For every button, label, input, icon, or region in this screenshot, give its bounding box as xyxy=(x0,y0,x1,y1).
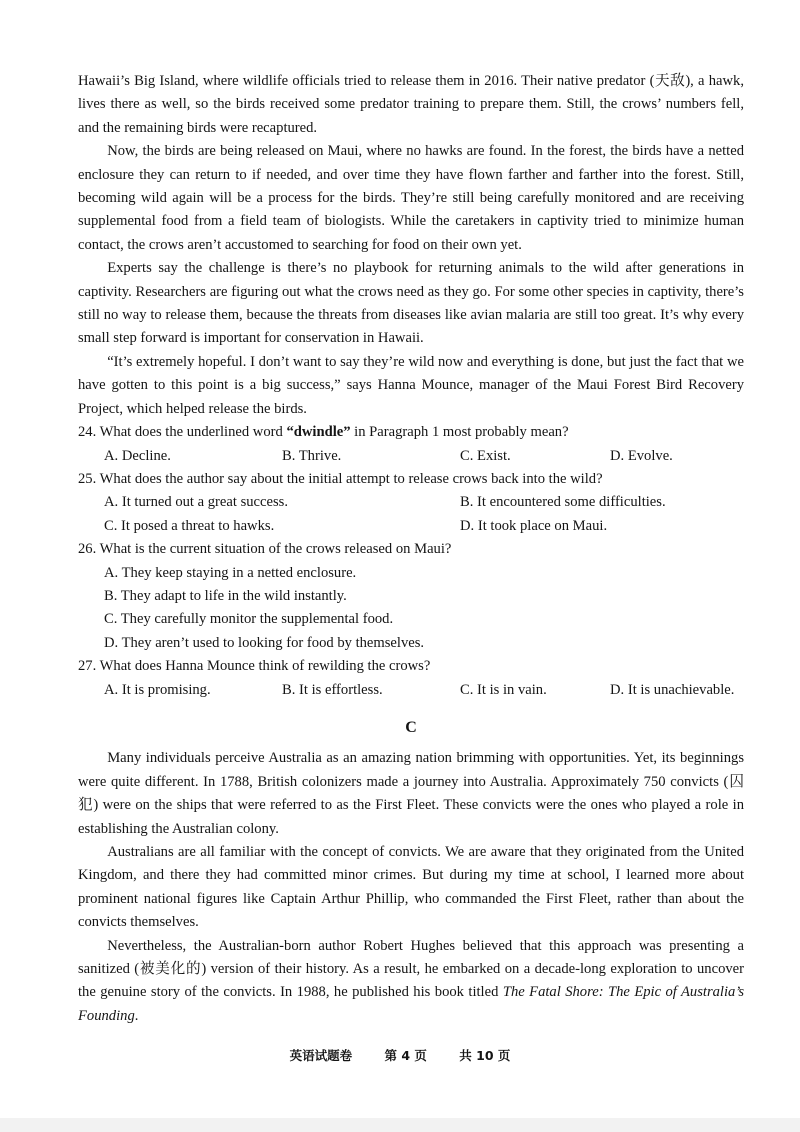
option-d: D. It took place on Maui. xyxy=(460,517,608,534)
option-a: A. It is promising. xyxy=(104,681,211,698)
page-content xyxy=(78,70,744,1028)
passage-paragraph: Nevertheless, the Australian-born author Robert Hughes believed that this approach was presenting a sanitized (被美化的) version of their history. As a result, he embarked on a decade-long exploration to uncover the genuine story of the convicts. In 1988, he published his book titled The Fatal Shore: The Epic of Australia’s Founding. xyxy=(78,937,744,1024)
option-d: D. It is unachievable. xyxy=(610,681,735,698)
passage-paragraph: Now, the birds are being released on Maui, where no hawks are found. In the forest, the birds have a netted enclosure they can return to if needed, and over time they have flown farther and farther into the forest. Still, becoming wild again will be a process for the birds. They’re still being carefully monitored and are receiving supplemental food from a field team of biologists. While the caretakers in captivity tried to minimize human contact, the crows aren’t accustomed to searching for food on their own yet. xyxy=(78,143,744,253)
passage-paragraph: Australians are all familiar with the concept of convicts. We are aware that they originated from the United Kingdom, and there they had committed minor crimes. But during my time at school, I learned more about prominent national figures like Captain Arthur Phillip, who commanded the First Fleet, rather than about the convicts themselves. xyxy=(78,844,744,931)
page-footer xyxy=(0,1046,800,1064)
option-d: D. Evolve. xyxy=(610,447,673,464)
question-27-stem: 27. What does Hanna Mounce think of rewilding the crows? xyxy=(78,658,431,675)
question-25-options-row1 xyxy=(78,491,744,514)
option-c: C. Exist. xyxy=(460,447,511,464)
footer-total-pages: 共 10 页 xyxy=(459,1048,511,1063)
question-25-options-row2 xyxy=(78,515,744,538)
scan-edge xyxy=(0,1118,800,1132)
passage-paragraph: “It’s extremely hopeful. I don’t want to say they’re wild now and everything is done, but just the fact that we have gotten to this point is a big success,” says Hanna Mounce, manager of the Maui Forest Bird Recovery Project, which helped release the birds. xyxy=(78,353,744,417)
question-25-stem: 25. What does the author say about the initial attempt to release crows back into the wild? xyxy=(78,470,603,487)
passage-paragraph: Many individuals perceive Australia as an amazing nation brimming with opportunities. Yet, its beginnings were quite different. In 1788, British colonizers made a journey into Australia. Approximately 750 convicts (囚犯) were on the ships that were referred to as the First Fleet. These convicts were the ones who played a role in establishing the Australian colony. xyxy=(78,750,744,837)
option-a: A. They keep staying in a netted enclosure. xyxy=(104,564,357,581)
question-27-options xyxy=(78,679,744,702)
option-b: B. It encountered some difficulties. xyxy=(460,494,666,511)
option-b: B. They adapt to life in the wild instantly. xyxy=(104,587,347,604)
footer-page-number: 第 4 页 xyxy=(384,1048,427,1063)
option-d: D. They aren’t used to looking for food by themselves. xyxy=(104,634,425,651)
passage-paragraph: Hawaii’s Big Island, where wildlife officials tried to release them in 2016. Their native predator (天敌), a hawk, lives there as well, so the birds received some predator training to prepare them. Still, the crows’ numbers fell, and the remaining birds were recaptured. xyxy=(78,73,744,136)
option-a: A. Decline. xyxy=(104,447,171,464)
option-c: C. It posed a threat to hawks. xyxy=(104,517,275,534)
question-26-stem: 26. What is the current situation of the crows released on Maui? xyxy=(78,541,452,558)
option-b: B. It is effortless. xyxy=(282,681,383,698)
option-c: C. It is in vain. xyxy=(460,681,547,698)
footer-subject: 英语试题卷 xyxy=(289,1048,353,1063)
question-24-stem: 24. What does the underlined word “dwindle” in Paragraph 1 most probably mean? xyxy=(78,424,569,441)
passage-paragraph: Experts say the challenge is there’s no playbook for returning animals to the wild after generations in captivity. Researchers are figuring out what the crows need as they go. For some other species in captivity, there’s still no way to release them, because the threats from diseases like avian malaria are still too great. It’s why every small step forward is important for conservation in Hawaii. xyxy=(78,260,744,347)
option-b: B. Thrive. xyxy=(282,447,342,464)
question-24-options xyxy=(78,445,744,468)
section-c-heading: C xyxy=(405,718,417,736)
underlined-word: “dwindle” xyxy=(286,424,351,441)
option-c: C. They carefully monitor the supplemental food. xyxy=(104,611,394,628)
option-a: A. It turned out a great success. xyxy=(104,494,288,511)
book-title: The Fatal Shore: The Epic of Australia’s Founding xyxy=(78,984,744,1024)
